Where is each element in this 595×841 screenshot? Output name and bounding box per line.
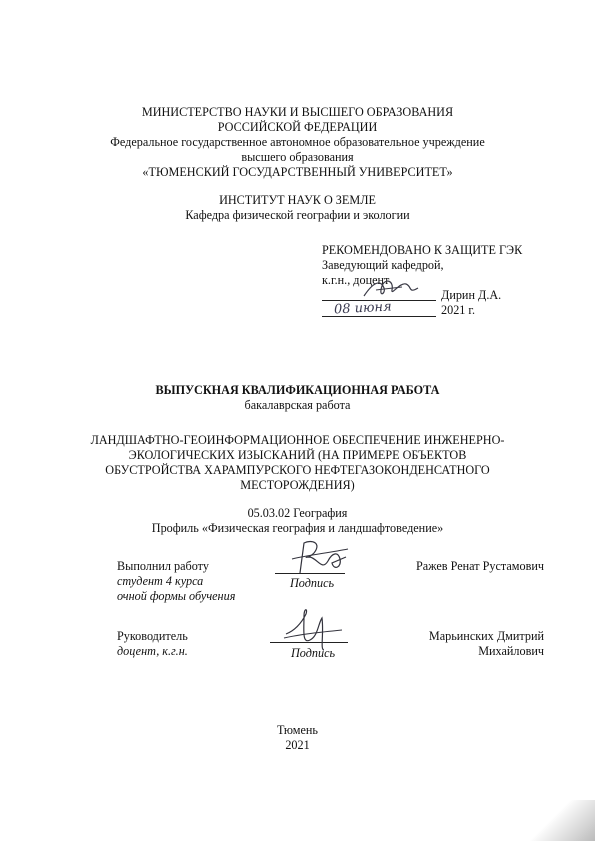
scan-corner-shadow [515,800,595,841]
approval-role: Заведующий кафедрой, [322,258,444,272]
topic-line-3: ОБУСТРОЙСТВА ХАРАМПУРСКОГО НЕФТЕГАЗОКОНДЕНСАТНОГО [105,463,490,477]
topic-line-2: ЭКОЛОГИЧЕСКИХ ИЗЫСКАНИЙ (НА ПРИМЕРЕ ОБЪЕКТОВ [128,448,467,462]
profile-name: Профиль «Физическая география и ландшафтоведение» [151,521,444,535]
topic-line-1: ЛАНДШАФТНО-ГЕОИНФОРМАЦИОННОЕ ОБЕСПЕЧЕНИЕ ИНЖЕНЕРНО- [90,433,505,447]
author-signature-image [288,537,350,577]
supervisor-label: Руководитель [117,629,188,643]
approval-degree: к.г.н., доцент [322,273,390,287]
specialty-code: 05.03.02 География [247,506,348,520]
topic-line-4: МЕСТОРОЖДЕНИЯ) [240,478,355,492]
author-status-2: очной формы обучения [117,589,236,603]
author-status-1: студент 4 курса [117,574,204,588]
institution-line-1: Федеральное государственное автономное образовательное учреждение [110,135,485,149]
supervisor-signature-caption: Подпись [291,646,336,660]
head-signature-image [358,274,428,304]
approval-name: Дирин Д.А. [441,288,502,302]
author-name: Ражев Ренат Рустамович [415,559,544,573]
institute-name: ИНСТИТУТ НАУК О ЗЕМЛЕ [219,193,376,207]
supervisor-name-line-2: Михайлович [478,644,544,658]
footer-year: 2021 [285,738,310,752]
work-type-title: ВЫПУСКНАЯ КВАЛИФИКАЦИОННАЯ РАБОТА [155,383,440,397]
approval-year: 2021 г. [441,303,476,317]
approval-title: РЕКОМЕНДОВАНО К ЗАЩИТЕ ГЭК [322,243,523,257]
author-signature-caption: Подпись [290,576,335,590]
supervisor-status: доцент, к.г.н. [117,644,188,658]
university-name: «ТЮМЕНСКИЙ ГОСУДАРСТВЕННЫЙ УНИВЕРСИТЕТ» [142,165,453,179]
author-label: Выполнил работу [117,559,209,573]
approval-date-handwritten: 08 июня [333,299,393,318]
institution-line-2: высшего образования [241,150,354,164]
ministry-line-2: РОССИЙСКОЙ ФЕДЕРАЦИИ [217,120,378,134]
supervisor-name-line-1: Марьинских Дмитрий [428,629,544,643]
work-type-subtitle: бакалаврская работа [244,398,351,412]
supervisor-signature-image [282,604,344,652]
ministry-line-1: МИНИСТЕРСТВО НАУКИ И ВЫСШЕГО ОБРАЗОВАНИЯ [141,105,454,119]
footer-city: Тюмень [277,723,318,737]
department-name: Кафедра физической географии и экологии [185,208,410,222]
